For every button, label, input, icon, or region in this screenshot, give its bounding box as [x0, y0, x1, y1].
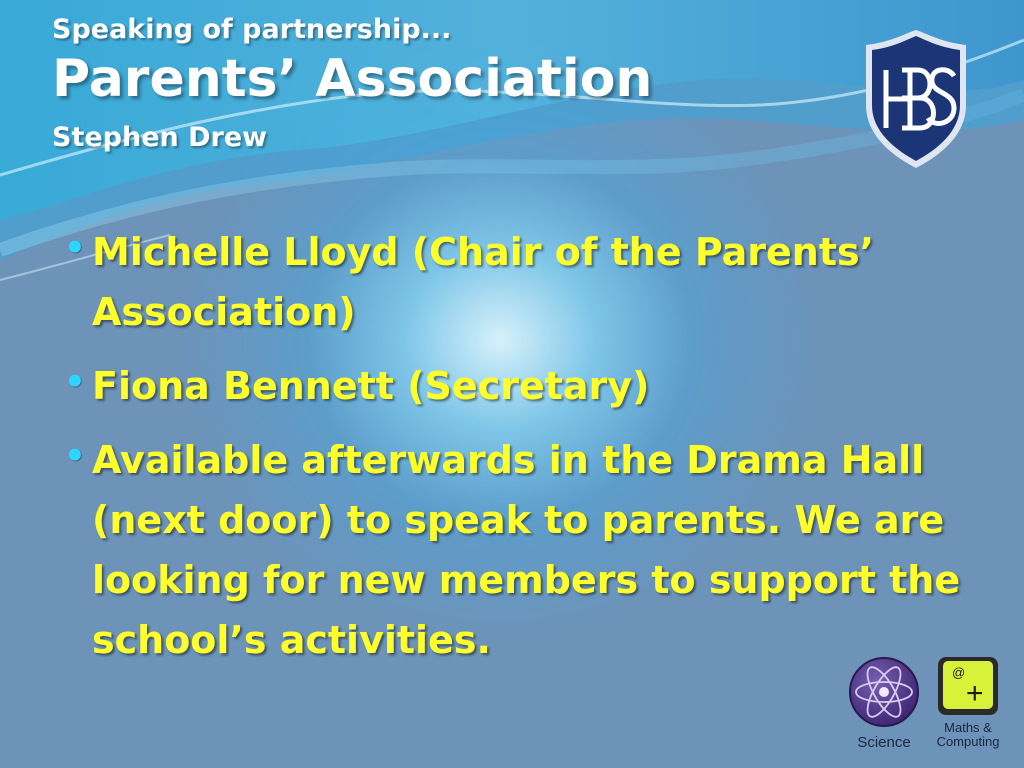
school-crest-icon [856, 30, 976, 170]
presenter-name: Stephen Drew [52, 122, 268, 154]
science-label: Science [857, 734, 911, 751]
bullet-list [62, 222, 972, 684]
bullet-item [62, 222, 972, 342]
bullet-dot: • [64, 362, 86, 403]
science-badge [846, 655, 922, 755]
key-at-glyph: @ [952, 665, 966, 680]
bullet-text: Available afterwards in the Drama Hall (next door) to speak to parents. We are looking for new members to support the school’s activities. [92, 438, 961, 663]
maths-label-line2: Computing [936, 733, 1000, 749]
bullet-dot: • [64, 228, 86, 268]
slide-header [52, 14, 652, 155]
slide-title: Parents’ Association [52, 49, 653, 110]
bullet-item [62, 430, 972, 670]
slide-kicker: Speaking of partnership... [52, 14, 452, 45]
maths-label-line1: Maths & [944, 720, 992, 735]
bullet-item [62, 356, 972, 416]
atom-icon [847, 655, 921, 729]
key-plus-glyph: + [966, 677, 984, 710]
maths-computing-badge [930, 655, 1006, 755]
bullet-text: Michelle Lloyd (Chair of the Parents’ Association) [92, 230, 875, 335]
bullet-dot: • [64, 436, 86, 477]
bullet-text: Fiona Bennett (Secretary) [92, 364, 650, 409]
keyboard-key-icon [936, 655, 1000, 717]
